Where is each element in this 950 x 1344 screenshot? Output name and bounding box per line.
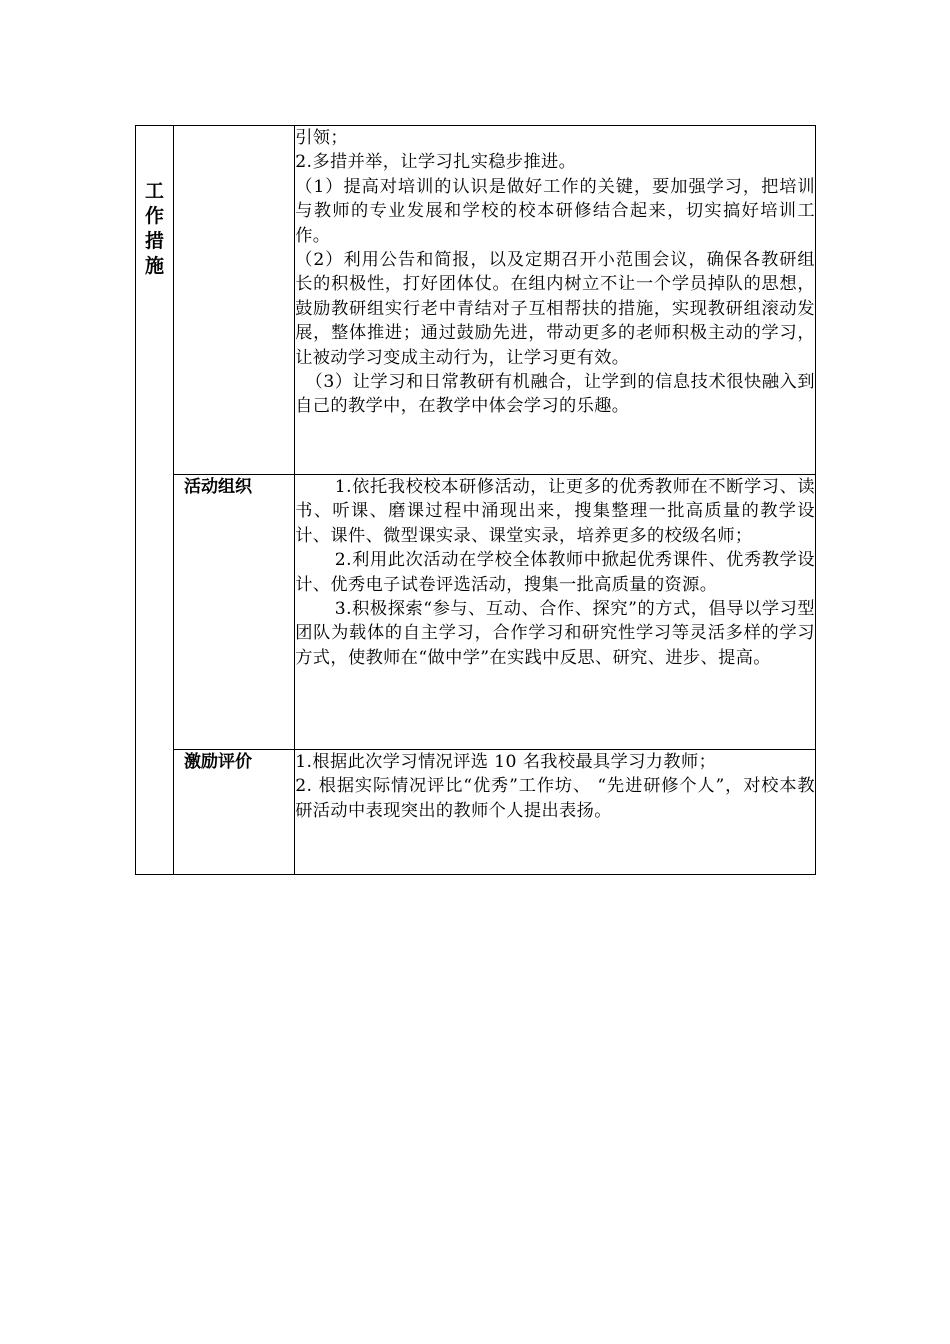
row-label-evaluation: 激励评价 [184, 752, 253, 772]
work-measures-table [135, 125, 816, 875]
row-content-cell [295, 750, 816, 875]
paragraph: （1）提高对培训的认识是做好工作的关键，要加强学习，把培训与教师的专业发展和学校的校本研修结合起来，切实搞好培训工作。 [295, 176, 815, 246]
section-label-char: 工 [145, 180, 165, 202]
row-label-cell [174, 750, 295, 875]
paragraph: 2.多措并举，让学习扎实稳步推进。 [295, 152, 577, 173]
table-row-measures [136, 126, 816, 475]
section-label-cell [136, 126, 174, 875]
row-content-cell [295, 126, 816, 475]
section-label [136, 126, 173, 279]
row-label-activity: 活动组织 [184, 477, 253, 497]
row-label-cell [174, 475, 295, 750]
paragraph: 2.利用此次活动在学校全体教师中掀起优秀课件、优秀教学设计、优秀电子试卷评选活动，搜集一批高质量的资源。 [295, 550, 815, 595]
section-label-char: 施 [145, 255, 165, 277]
paragraph: （3）让学习和日常教研有机融合，让学到的信息技术很快融入到自己的教学中，在教学中体会学习的乐趣。 [295, 372, 815, 417]
row-label-cell [174, 126, 295, 475]
paragraph: 1.依托我校校本研修活动，让更多的优秀教师在不断学习、读书、听课、磨课过程中涌现出来，搜集整理一批高质量的教学设计、课件、微型课实录、课堂实录，培养更多的校级名师； [295, 477, 815, 546]
paragraph: 1.根据此次学习情况评选 10 名我校最具学习力教师； [295, 752, 717, 772]
paragraph: 3.积极探索“参与、互动、合作、探究”的方式，倡导以学习型团队为载体的自主学习，合作学习和研究性学习等灵活多样的学习方式，使教师在“做中学”在实践中反思、研究、进步、提高。 [295, 599, 815, 668]
section-label-char: 措 [145, 230, 165, 252]
table-row-evaluation [136, 750, 816, 875]
row-content-cell [295, 475, 816, 750]
paragraph: （2）利用公告和简报，以及定期召开小范围会议，确保各教研组长的积极性，打好团体仗。在组内树立不让一个学员掉队的思想，鼓励教研组实行老中青结对子互相帮扶的措施，实现教研组滚动发展，整体推进；通过鼓励先进，带动更多的老师积极主动的学习，让被动学习变成主动行为，让学习更有效。 [295, 250, 815, 368]
table-row-activity [136, 475, 816, 750]
paragraph: 引领； [295, 128, 348, 148]
section-label-char: 作 [145, 205, 165, 227]
paragraph: 2. 根据实际情况评比“优秀”工作坊、 “先进研修个人”，对校本教研活动中表现突出的教师个人提出表扬。 [295, 776, 815, 821]
